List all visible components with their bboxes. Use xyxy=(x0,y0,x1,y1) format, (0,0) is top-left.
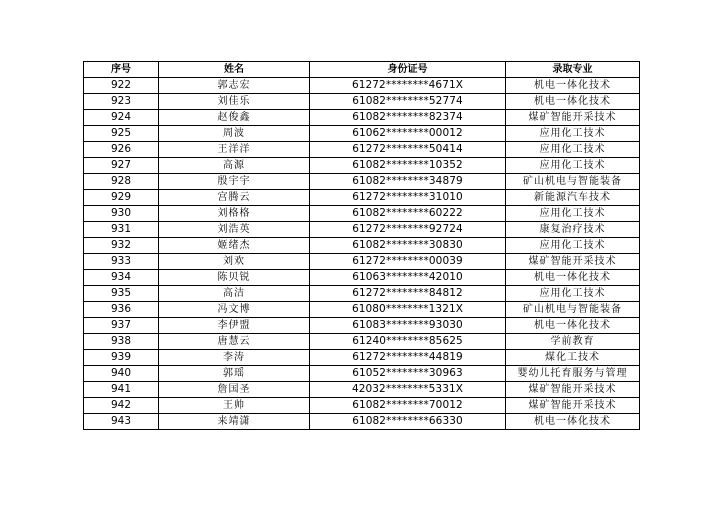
table-body xyxy=(84,78,640,430)
table-row xyxy=(84,110,640,126)
cell-major: 机电一体化技术 xyxy=(506,318,640,334)
cell-id-number: 61082********34879 xyxy=(310,174,506,190)
cell-serial-number: 923 xyxy=(84,94,159,110)
cell-id-number: 61272********4671X xyxy=(310,78,506,94)
cell-major: 应用化工技术 xyxy=(506,206,640,222)
cell-major: 应用化工技术 xyxy=(506,158,640,174)
cell-serial-number: 941 xyxy=(84,382,159,398)
cell-name: 詹国圣 xyxy=(159,382,310,398)
cell-serial-number: 935 xyxy=(84,286,159,302)
cell-major: 婴幼儿托育服务与管理 xyxy=(506,366,640,382)
cell-serial-number: 928 xyxy=(84,174,159,190)
cell-major: 矿山机电与智能装备 xyxy=(506,302,640,318)
table-row xyxy=(84,286,640,302)
cell-major: 煤矿智能开采技术 xyxy=(506,382,640,398)
cell-id-number: 61082********52774 xyxy=(310,94,506,110)
cell-serial-number: 927 xyxy=(84,158,159,174)
header-major: 录取专业 xyxy=(506,62,640,78)
cell-id-number: 42032********5331X xyxy=(310,382,506,398)
cell-name: 唐慧云 xyxy=(159,334,310,350)
cell-name: 刘欢 xyxy=(159,254,310,270)
cell-id-number: 61063********42010 xyxy=(310,270,506,286)
table-row xyxy=(84,334,640,350)
table-row xyxy=(84,254,640,270)
cell-id-number: 61082********10352 xyxy=(310,158,506,174)
cell-serial-number: 934 xyxy=(84,270,159,286)
table-row xyxy=(84,78,640,94)
cell-id-number: 61062********00012 xyxy=(310,126,506,142)
cell-id-number: 61272********84812 xyxy=(310,286,506,302)
cell-name: 王帅 xyxy=(159,398,310,414)
cell-name: 郭瑶 xyxy=(159,366,310,382)
cell-name: 宫腾云 xyxy=(159,190,310,206)
cell-name: 来靖潇 xyxy=(159,414,310,430)
cell-serial-number: 937 xyxy=(84,318,159,334)
cell-id-number: 61272********44819 xyxy=(310,350,506,366)
cell-serial-number: 932 xyxy=(84,238,159,254)
table-row xyxy=(84,382,640,398)
cell-serial-number: 933 xyxy=(84,254,159,270)
cell-serial-number: 922 xyxy=(84,78,159,94)
cell-major: 应用化工技术 xyxy=(506,126,640,142)
cell-major: 应用化工技术 xyxy=(506,286,640,302)
cell-serial-number: 939 xyxy=(84,350,159,366)
cell-name: 殷宇宇 xyxy=(159,174,310,190)
header-name: 姓名 xyxy=(159,62,310,78)
cell-major: 机电一体化技术 xyxy=(506,94,640,110)
table-header-row xyxy=(84,62,640,78)
cell-name: 刘佳乐 xyxy=(159,94,310,110)
cell-serial-number: 942 xyxy=(84,398,159,414)
table-row xyxy=(84,158,640,174)
table-row xyxy=(84,222,640,238)
cell-id-number: 61272********00039 xyxy=(310,254,506,270)
table-row xyxy=(84,270,640,286)
cell-name: 姬绪杰 xyxy=(159,238,310,254)
table-row xyxy=(84,366,640,382)
cell-major: 煤矿智能开采技术 xyxy=(506,398,640,414)
cell-major: 学前教育 xyxy=(506,334,640,350)
cell-serial-number: 925 xyxy=(84,126,159,142)
table-row xyxy=(84,238,640,254)
cell-serial-number: 931 xyxy=(84,222,159,238)
cell-major: 煤化工技术 xyxy=(506,350,640,366)
cell-major: 机电一体化技术 xyxy=(506,78,640,94)
cell-name: 高洁 xyxy=(159,286,310,302)
cell-serial-number: 940 xyxy=(84,366,159,382)
cell-major: 矿山机电与智能装备 xyxy=(506,174,640,190)
cell-id-number: 61082********30830 xyxy=(310,238,506,254)
cell-id-number: 61080********1321X xyxy=(310,302,506,318)
cell-serial-number: 924 xyxy=(84,110,159,126)
header-serial-number: 序号 xyxy=(84,62,159,78)
cell-name: 高源 xyxy=(159,158,310,174)
cell-name: 赵俊鑫 xyxy=(159,110,310,126)
cell-id-number: 61082********60222 xyxy=(310,206,506,222)
cell-id-number: 61052********30963 xyxy=(310,366,506,382)
table-row xyxy=(84,350,640,366)
cell-id-number: 61272********31010 xyxy=(310,190,506,206)
cell-id-number: 61240********85625 xyxy=(310,334,506,350)
cell-serial-number: 929 xyxy=(84,190,159,206)
table-row xyxy=(84,142,640,158)
cell-name: 周波 xyxy=(159,126,310,142)
table-row xyxy=(84,302,640,318)
cell-name: 刘浩英 xyxy=(159,222,310,238)
cell-serial-number: 943 xyxy=(84,414,159,430)
cell-id-number: 61082********70012 xyxy=(310,398,506,414)
cell-name: 郭志宏 xyxy=(159,78,310,94)
cell-serial-number: 936 xyxy=(84,302,159,318)
table-row xyxy=(84,190,640,206)
table-row xyxy=(84,318,640,334)
cell-name: 陈贝锐 xyxy=(159,270,310,286)
cell-name: 李伊盟 xyxy=(159,318,310,334)
table-row xyxy=(84,414,640,430)
cell-id-number: 61272********92724 xyxy=(310,222,506,238)
cell-name: 王洋洋 xyxy=(159,142,310,158)
cell-name: 刘格格 xyxy=(159,206,310,222)
cell-major: 应用化工技术 xyxy=(506,142,640,158)
table-row xyxy=(84,94,640,110)
cell-id-number: 61083********93030 xyxy=(310,318,506,334)
cell-serial-number: 930 xyxy=(84,206,159,222)
table-row xyxy=(84,206,640,222)
cell-id-number: 61082********82374 xyxy=(310,110,506,126)
table-row xyxy=(84,126,640,142)
cell-major: 机电一体化技术 xyxy=(506,270,640,286)
cell-major: 机电一体化技术 xyxy=(506,414,640,430)
cell-major: 煤矿智能开采技术 xyxy=(506,110,640,126)
cell-name: 李涛 xyxy=(159,350,310,366)
admission-table xyxy=(83,61,640,430)
table-row xyxy=(84,398,640,414)
cell-major: 煤矿智能开采技术 xyxy=(506,254,640,270)
cell-id-number: 61082********66330 xyxy=(310,414,506,430)
cell-id-number: 61272********50414 xyxy=(310,142,506,158)
cell-major: 新能源汽车技术 xyxy=(506,190,640,206)
header-id-number: 身份证号 xyxy=(310,62,506,78)
cell-major: 康复治疗技术 xyxy=(506,222,640,238)
cell-serial-number: 938 xyxy=(84,334,159,350)
cell-serial-number: 926 xyxy=(84,142,159,158)
cell-name: 冯文博 xyxy=(159,302,310,318)
admission-list-sheet xyxy=(83,61,639,430)
table-row xyxy=(84,174,640,190)
cell-major: 应用化工技术 xyxy=(506,238,640,254)
